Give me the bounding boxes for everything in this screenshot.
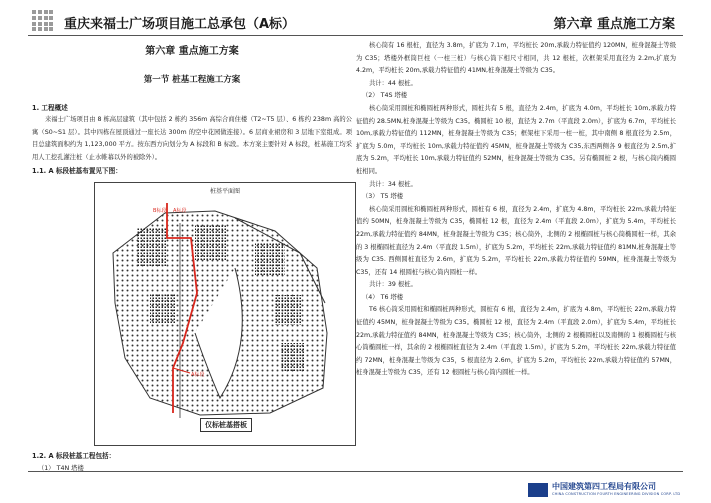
t4n-paragraph: 核心筒有 16 根桩，直径为 3.8m，扩底为 7.1m，平均桩长 20m,承载力特征值约 120MN，桩身混凝土等级为 C35；塔楼外框筒巨柱（一柱三桩）与核心筒下相尺寸相同，共 12 根桩，次框架采用直径为 2.2m,扩底为 4.2m，平均桩长 20m,承载力特征值约 41MN,桩身混凝土等级为 C35。 — [356, 42, 676, 75]
includes-heading: 1.2. A 标段桩基工程包括： — [32, 452, 116, 460]
tower-pile-cluster — [255, 243, 285, 275]
t5-heading: （3） T5 塔楼 — [362, 193, 404, 201]
item-t4n: （1） T4N 塔楼 — [38, 464, 84, 472]
company-name: 中国建筑第四工程局有限公司 — [552, 482, 656, 491]
t4s-paragraph: 核心筒采用圆桩和椭圆桩两种形式，圆桩共有 5 根，直径为 2.4m，扩底为 4.0m，平均桩长 10m,承载力特征值约 28.5MN,桩身混凝土等级为 C35。椭圆桩 10 根，直径为 2.7m（平直段 2.0m），扩底为 6.7m，平均桩长 10m,承载力特征值约 112MN，桩身混凝土等级为 C35；框架柱下采用一柱一桩，其中南侧 8 根直径为 2.5m，扩底为 5.0m，平均桩长 10m,承载力特征值约 45MN，桩身混凝土等级为 C35,东西两侧各 9 根直径为 2.5m,扩底为 5.2m，平均桩长 10m,承载力特征值约 52MN，桩身混凝土等级为 C35。另有椭圆桩 2 根，与核心筒内椭圆桩相同。 — [356, 104, 676, 175]
t4s-count: 共计：34 根桩。 — [369, 180, 417, 188]
left-bottom — [32, 450, 352, 475]
t6-paragraph: T6 核心筒采用圆桩和椭圆桩两种形式，圆桩有 6 根，直径为 2.4m，扩底为 4.8m，平均桩长 22m,承载力特征值约 45MN，桩身混凝土等级为 C35。椭圆桩 12 根，直径为 2.4m（平直段 2.0m），扩底为 5.4m，平均桩长 22m,承载力特征值约 84MN，桩身混凝土等级为 C35；核心筒外，北侧的 2 根椭圆桩以及南侧的 1 根椭圆桩与核心筒椭圆桩一样，其余的 2 根椭圆桩直径为 2.4m（平直段 1.5m），扩底为 5.2m，平均桩长 22m,承载力特征值约 72MN，桩身混凝土等级为 C35，5 根直径为 2.6m，扩底为 5.2m，平均桩长 22m,承载力特征值约 57MN，桩身混凝土等级为 C35，还有 12 根圆桩与核心筒内圆桩一样。 — [356, 306, 676, 377]
pile-layout-figure — [94, 182, 356, 446]
t6-heading: （4） T6 塔楼 — [362, 293, 404, 301]
figure-caption-box: 仅标桩基搭板 — [200, 418, 252, 432]
t5-count: 共计：39 根桩。 — [369, 281, 417, 289]
page-header — [0, 0, 711, 38]
right-column — [356, 40, 676, 380]
header-chapter-title: 第六章 重点施工方案 — [553, 17, 675, 32]
tower-pile-cluster — [195, 225, 227, 260]
layout-heading: 1.1. A 标段桩基布置见下图： — [32, 166, 122, 175]
label-b-zone: A标段 — [173, 208, 187, 214]
tower-pile-cluster — [275, 295, 301, 325]
t5-paragraph: 核心筒采用圆桩和椭圆桩两种形式，圆桩有 6 根，直径为 2.4m，扩底为 4.8m，平均桩长 22m,承载力特征值约 50MN，桩身混凝土等级为 C35，椭圆桩 12 根，直径为 2.4m（平直段 2.0m），扩底为 5.4m，平均桩长 22m,承载力特征值约 84MN，桩身混凝土等级为 C35；核心筒外，北侧的 2 根椭圆桩与核心筒椭圆桩一样，其余的 3 根椭圆桩直径为 2.4m（平直段 1.5m），扩底为 5.2m，平均桩长 22m,承载力特征值约 81MN,桩身混凝土等级为 C35. 西侧圆桩直径为 2.6m，扩底为 5.2m，平均桩长 22m,承载力特征值约 59MN，桩身混凝土等级为 C35，还有 14 根圆桩与核心筒内圆桩一样。 — [356, 205, 677, 276]
overview-heading: 1. 工程概述 — [32, 103, 68, 112]
label-bottom-zone: A标段 — [191, 372, 205, 378]
section-heading: 第一节 桩基工程施工方案 — [143, 75, 241, 85]
pile-plan-drawing — [95, 183, 355, 445]
company-logo-icon — [528, 483, 548, 497]
header-logo-icon — [32, 10, 54, 32]
company-name-en: CHINA CONSTRUCTION FOURTH ENGINEERING DIVISION CORP. LTD — [552, 492, 681, 496]
tower-pile-cluster — [137, 228, 167, 266]
header-project-title: 重庆来福士广场项目施工总承包（A标） — [64, 17, 296, 32]
left-column — [32, 46, 352, 177]
label-a-zone: B标段 — [153, 208, 167, 214]
t4n-count: 共计：44 根桩。 — [369, 79, 417, 87]
overview-paragraph: 来福士广场项目由 8 栋高层建筑（其中包括 2 栋约 356m 高综合商住楼（T2~T5 层）、6 栋约 238m 高的公寓（S0~S1 层）。其中四栋在屋顶通过一座长达 300m 的空中花园做连接）。6 层商业裙房和 3 层地下室组成。项目总建筑面积约为 1,123,000 平方。按东西方向划分为 A 标段和 B 标段。本方案主要针对 A 标段，桩基施工均采用人工挖孔灌注桩（止水帷幕以外的被除外）。 — [32, 116, 352, 161]
t4s-heading: （2） T4S 塔楼 — [362, 92, 408, 100]
header-rule — [28, 35, 683, 36]
tower-pile-cluster — [280, 343, 304, 371]
tower-pile-cluster — [150, 293, 176, 323]
chapter-heading: 第六章 重点施工方案 — [145, 46, 239, 57]
figure-title: 桩基平面图 — [209, 188, 240, 195]
